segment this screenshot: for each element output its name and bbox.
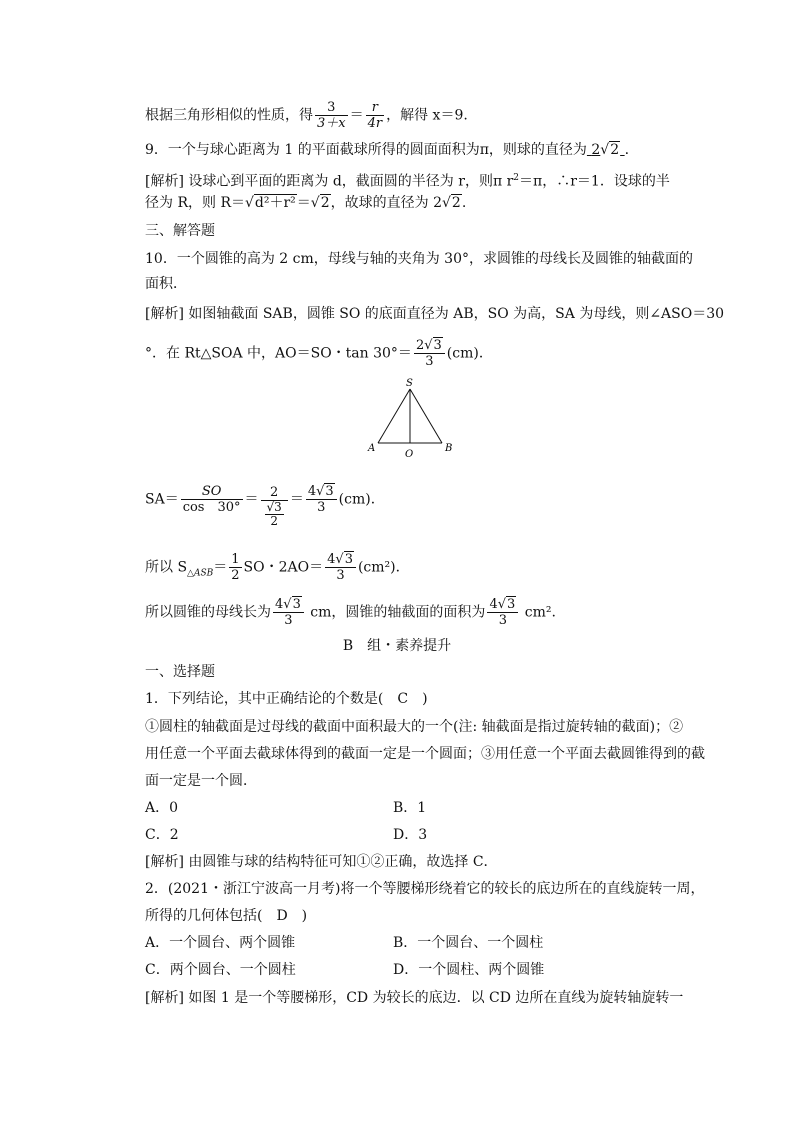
text: 所以 S xyxy=(145,559,188,576)
text: 设球心到平面的距离为 d，截面圆的半径为 r，则π r xyxy=(183,173,514,190)
sqrt: √3 xyxy=(316,484,334,499)
question-10-line1: 10．一个圆锥的高为 2 cm，母线与轴的夹角为 30°，求圆锥的母线长及圆锥的轴截面的 xyxy=(145,251,694,267)
question-1-line2: ①圆柱的轴截面是过母线的截面中面积最大的一个(注: 轴截面是指过旋转轴的截面)；② xyxy=(145,719,684,735)
question-1-line3: 用任意一个平面去截球体得到的截面一定是一个圆面；③用任意一个平面去截圆锥得到的截 xyxy=(145,746,705,762)
radicand: 3 xyxy=(344,552,353,567)
fraction xyxy=(414,338,445,369)
radicand: 2 xyxy=(451,195,461,211)
text: ＝ xyxy=(213,559,228,576)
fraction xyxy=(306,484,337,515)
option-c: C．两个圆台、一个圆柱 xyxy=(145,962,296,978)
fraction xyxy=(325,552,356,583)
radicand: 3 xyxy=(433,338,442,353)
label-O: O xyxy=(405,449,414,460)
text: ＝ xyxy=(296,195,311,211)
text: 径为 R，则 R＝ xyxy=(145,195,245,211)
fraction xyxy=(229,552,241,583)
text: ，故球的直径为 2 xyxy=(330,195,442,211)
numerator: 3 xyxy=(315,100,348,116)
edge-SA xyxy=(378,389,410,443)
numerator: SO xyxy=(181,484,243,500)
text: . xyxy=(624,142,630,158)
text: cm². xyxy=(520,604,556,621)
radicand: 3 xyxy=(292,597,301,612)
radicand: d²＋r² xyxy=(254,195,296,211)
numerator: 2 xyxy=(261,485,288,501)
solution-10-area xyxy=(145,552,410,583)
solution-10-SA xyxy=(145,484,385,528)
solution-10-line1 xyxy=(145,304,724,324)
text: °．在 Rt△SOA 中，AO＝SO・tan 30°＝ xyxy=(145,345,412,362)
solution-tag: [解析] xyxy=(145,306,184,322)
radicand: 2 xyxy=(320,195,330,211)
text: (cm)． xyxy=(446,345,493,362)
fraction xyxy=(181,484,243,515)
sqrt: √3 xyxy=(283,597,301,612)
numerator: r xyxy=(366,100,385,116)
sqrt: √d²＋r² xyxy=(244,195,296,211)
label-S: S xyxy=(406,378,413,389)
denominator: 2 xyxy=(270,513,278,528)
radicand: 2 xyxy=(610,142,620,158)
subscript: △ASB xyxy=(187,568,214,579)
section-heading-3: 三、解答题 xyxy=(145,223,215,239)
question-9 xyxy=(145,140,629,160)
text: ＝ xyxy=(289,491,304,508)
sqrt: √2 xyxy=(442,195,461,211)
text: . xyxy=(461,195,467,211)
solution-10-line2 xyxy=(145,338,493,369)
numerator xyxy=(325,552,356,568)
solution-tag: [解析] xyxy=(145,854,184,870)
text: SO・2AO＝ xyxy=(243,559,324,576)
radicand: 3 xyxy=(507,597,516,612)
fraction xyxy=(265,501,284,528)
sqrt: √2 xyxy=(310,195,330,211)
fraction xyxy=(261,485,288,528)
solution-10-conclusion xyxy=(145,597,556,628)
option-b: B．一个圆台、一个圆柱 xyxy=(393,935,544,951)
question-2-line2: 所得的几何体包括( D ) xyxy=(145,908,308,924)
denominator: cos 30° xyxy=(182,500,241,515)
denominator: 3 xyxy=(284,613,293,628)
denominator: 3＋x xyxy=(317,116,346,131)
option-d: D．一个圆柱、两个圆锥 xyxy=(393,962,545,978)
denominator: 3 xyxy=(336,568,345,583)
text: ，解得 x＝9. xyxy=(386,107,468,124)
option-d: D．3 xyxy=(393,827,428,843)
text: 9．一个与球心距离为 1 的平面截球所得的圆面面积为π，则球的直径为 xyxy=(145,142,587,158)
option-b: B．1 xyxy=(393,800,427,816)
question-1-line4: 面一定是一个圆． xyxy=(145,773,257,789)
text: 由圆锥与球的结构特征可知①②正确，故选择 C． xyxy=(183,854,498,870)
numerator: 1 xyxy=(231,552,240,567)
fraction xyxy=(315,100,348,131)
solution-9-line1 xyxy=(145,168,670,192)
option-c: C．2 xyxy=(145,827,179,843)
option-a: A．一个圆台、两个圆锥 xyxy=(145,935,296,951)
sqrt: √3 xyxy=(497,597,516,612)
numerator xyxy=(306,484,337,500)
solution-tag: [解析] xyxy=(145,990,184,1006)
text: cm，圆锥的轴截面的面积为 xyxy=(305,604,486,621)
line-similar-triangles xyxy=(145,100,468,131)
exponent: 2 xyxy=(513,173,520,183)
fraction xyxy=(273,597,304,628)
section-heading-1: 一、选择题 xyxy=(145,664,215,680)
text: (cm)． xyxy=(338,491,385,508)
edge-SB xyxy=(410,389,442,443)
text: 2 xyxy=(415,338,425,353)
question-1: 1．下列结论，其中正确结论的个数是( C ) xyxy=(145,691,428,707)
radicand: 3 xyxy=(325,484,334,499)
numerator xyxy=(273,597,304,613)
denominator: 2 xyxy=(231,568,240,583)
answer-blank xyxy=(587,142,625,158)
text: 如图轴截面 SAB，圆锥 SO 的底面直径为 AB，SO 为高，SA 为母线，则∠ASO＝30 xyxy=(183,306,725,322)
text: 4 xyxy=(327,552,336,567)
group-b-heading: B 组・素养提升 xyxy=(342,638,452,654)
solution-1 xyxy=(145,852,498,872)
sqrt: √2 xyxy=(600,142,620,158)
text: 2 xyxy=(591,142,601,158)
denominator xyxy=(261,501,288,528)
label-B: B xyxy=(445,443,453,454)
sqrt: √3 xyxy=(335,552,353,567)
fraction xyxy=(366,100,385,131)
denominator: 3 xyxy=(425,354,434,369)
option-a: A．0 xyxy=(145,800,179,816)
label-A: A xyxy=(368,443,376,454)
text: 所以圆锥的母线长为 xyxy=(145,604,271,621)
text: ＝ xyxy=(349,107,364,124)
text: 根据三角形相似的性质，得 xyxy=(145,107,313,124)
numerator: √3 xyxy=(266,499,282,514)
text: ＝π，∴r＝1．设球的半 xyxy=(519,173,670,190)
text: 4 xyxy=(307,484,317,499)
solution-2 xyxy=(145,988,683,1008)
text: ＝ xyxy=(244,491,259,508)
text: 4 xyxy=(275,597,284,612)
denominator: 3 xyxy=(498,613,507,628)
text: (cm²)． xyxy=(357,559,410,576)
text: 如图 1 是一个等腰梯形，CD 为较长的底边．以 CD 边所在直线为旋转轴旋转一 xyxy=(183,990,684,1006)
numerator xyxy=(414,338,445,354)
fraction xyxy=(487,597,518,628)
text: 4 xyxy=(489,597,498,612)
denominator: 4r xyxy=(367,116,383,131)
cone-cross-section-figure xyxy=(360,375,480,465)
text: SA＝ xyxy=(145,491,179,508)
solution-tag: [解析] xyxy=(145,173,184,190)
numerator xyxy=(487,597,518,613)
sqrt: √3 xyxy=(424,338,442,353)
question-10-line2: 面积． xyxy=(145,276,187,292)
solution-9-line2 xyxy=(145,193,466,213)
question-2-line1: 2．(2021・浙江宁波高一月考)将一个等腰梯形绕着它的较长的底边所在的直线旋转一周， xyxy=(145,881,705,897)
denominator: 3 xyxy=(317,500,326,515)
